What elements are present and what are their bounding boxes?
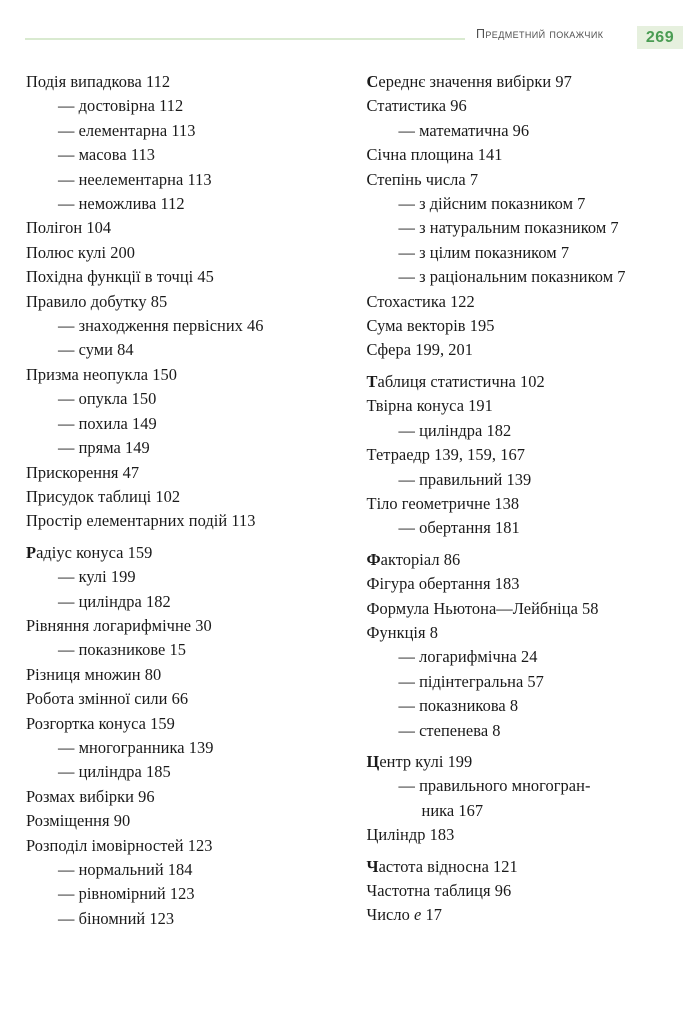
index-subentry [26,192,345,216]
index-entry-text: Розподіл імовірностей 123 [26,835,213,855]
index-entry [26,461,345,485]
index-entry-text: — правильний 139 [398,469,532,489]
index-entry-text: — многогранника 139 [58,737,214,757]
index-entry [367,443,695,467]
index-subentry [26,338,345,362]
index-subentry [26,590,345,614]
index-entry-text: — правильного многогран- [398,776,591,796]
index-entry-text: — нормальний 184 [58,860,193,879]
index-entry [367,143,695,167]
index-entry [26,614,345,638]
index-entry-text: Полюс кулі 200 [26,242,135,262]
index-entry [367,548,695,572]
index-column-left [26,70,345,931]
index-subentry [26,565,345,589]
index-subentry [26,736,345,760]
index-entry-text: — біномний 123 [58,908,175,928]
index-subentry [26,436,345,460]
index-entry-text: Сфера 199, 201 [366,340,473,360]
index-entry [26,809,345,833]
index-entry [26,216,345,240]
index-subentry [26,412,345,436]
index-entry [26,712,345,736]
index-entry-text: Циліндр 183 [366,825,455,845]
index-entry [26,509,345,533]
index-entry-text: — математична 96 [398,120,530,140]
index-entry-text: Сума векторів 195 [366,316,495,336]
index-entry-text: Твірна конуса 191 [366,396,493,416]
index-entry-text: Розмах вибірки 96 [26,786,155,806]
index-entry [367,879,695,903]
index-entry [26,363,345,387]
header-divider-rule [25,38,465,40]
index-entry [367,855,695,879]
index-entry [26,834,345,858]
index-entry-text: — неелементарна 113 [58,169,212,189]
index-subentry [26,760,345,784]
index-entry [367,70,695,94]
index-subentry [367,419,695,443]
index-entry-text: Подія випадкова 112 [26,72,171,91]
index-entry-text: — елементарна 113 [58,120,196,140]
index-entry-text: — достовірна 112 [58,96,184,116]
index-subentry [367,774,695,798]
index-entry [26,541,345,565]
section-initial-letter: Ч [366,856,379,876]
index-entry-text: — опукла 150 [58,389,157,409]
index-entry-text: — з цілим показником 7 [398,242,570,262]
index-subentry [367,694,695,718]
index-entry [26,70,345,94]
index-entry-text: ереднє значення вибірки 97 [378,72,572,91]
index-subentry [367,516,695,540]
index-entry-text: — з раціональним показником 7 [398,267,626,287]
index-entry-text: Розміщення 90 [26,811,131,831]
index-entry-text: Фігура обертання 183 [366,574,520,594]
index-entry-text: — показникове 15 [58,640,186,660]
index-subentry [367,468,695,492]
index-body [0,70,695,931]
index-entry-text: — знаходження первісних 46 [58,316,264,336]
index-subentry [367,670,695,694]
index-entry [367,492,695,516]
index-entry-text: Стохастика 122 [366,291,475,311]
index-subentry [26,168,345,192]
index-entry [367,168,695,192]
index-subentry [367,719,695,743]
index-entry [26,663,345,687]
index-entry-text: — пряма 149 [58,438,150,458]
index-subentry [367,645,695,669]
section-initial-letter: Ф [366,549,381,569]
index-entry [367,903,695,927]
index-subentry [26,882,345,906]
index-entry-text: Січна площина 141 [366,145,503,165]
index-entry-text: Полігон 104 [26,218,112,238]
index-entry [367,823,695,847]
page-number-badge: 269 [637,26,683,49]
index-entry-text: ентр кулі 199 [379,751,473,771]
index-subentry [26,638,345,662]
index-subentry [367,119,695,143]
index-entry-text: Формула Ньютона—Лейбніца 58 [366,598,599,618]
index-entry-text: — рівномірний 123 [58,884,195,904]
index-entry-text: Робота змінної сили 66 [26,689,189,709]
index-entry-text: Степінь числа 7 [366,169,479,189]
index-subentry [26,314,345,338]
index-entry-text: Похідна функції в точці 45 [26,267,214,287]
index-entry-text: Різниця множин 80 [26,664,162,684]
index-entry [367,394,695,418]
index-subentry [367,799,695,823]
index-entry-text: — циліндра 182 [398,420,512,440]
index-entry-text: — масова 113 [58,145,155,165]
index-entry-text: адіус конуса 159 [36,542,153,562]
index-entry [26,485,345,509]
index-entry [367,290,695,314]
index-subentry [26,387,345,411]
index-entry [26,785,345,809]
index-entry-text: Статистика 96 [366,96,467,116]
index-entry-text: — кулі 199 [58,567,136,587]
index-entry-text: Рівняння логарифмічне 30 [26,615,212,635]
index-subentry [26,858,345,882]
index-entry [26,265,345,289]
index-entry-text: Тіло геометричне 138 [366,493,520,513]
index-entry-text: Правило добутку 85 [26,291,168,311]
index-entry [367,750,695,774]
page-header [0,24,695,54]
index-entry-text: — циліндра 185 [58,762,171,782]
index-entry-text: — з дійсним показником 7 [398,194,586,214]
index-entry [367,621,695,645]
index-entry [26,687,345,711]
index-entry [367,370,695,394]
index-entry [367,94,695,118]
index-subentry [26,143,345,167]
index-subentry [26,907,345,931]
index-entry-text: — циліндра 182 [58,591,171,611]
index-entry-text: — суми 84 [58,340,134,360]
index-entry-text: Число [366,905,414,925]
index-entry [367,338,695,362]
section-initial-letter: С [366,72,379,91]
index-entry-text: — степенева 8 [398,720,501,740]
index-entry [367,572,695,596]
index-entry [367,597,695,621]
index-entry-text: Простір елементарних подій 113 [26,511,256,531]
section-initial-letter: Р [26,542,37,562]
index-entry-text: Присудок таблиці 102 [26,486,181,506]
index-subentry [367,216,695,240]
index-column-right [367,70,695,931]
index-entry-text: аблиця статистична 102 [377,371,545,391]
index-entry-text: — похила 149 [58,413,157,433]
index-subentry [367,192,695,216]
math-symbol: e [414,905,422,925]
index-entry-page-ref: 17 [421,905,442,925]
index-entry-text: Розгортка конуса 159 [26,713,175,733]
index-subentry [367,265,695,289]
index-entry-text: Призма неопукла 150 [26,364,177,384]
page-title: Предметний покажчик [476,27,604,41]
index-entry-text: Прискорення 47 [26,462,140,482]
index-entry-text: акторіал 86 [380,549,461,569]
index-entry-text: ника 167 [421,800,484,820]
section-initial-letter: Т [366,371,378,391]
index-entry [26,290,345,314]
index-entry-text: — обертання 181 [398,518,520,538]
index-entry-text: Частотна таблиця 96 [366,881,512,900]
index-entry-text: — з натуральним показником 7 [398,218,619,238]
index-entry-text: — неможлива 112 [58,194,185,214]
index-entry-text: — показникова 8 [398,696,519,716]
index-subentry [26,119,345,143]
index-entry-text: — логарифмічна 24 [398,647,538,667]
index-entry-text: астота відносна 121 [378,856,518,876]
section-initial-letter: Ц [366,751,380,771]
index-subentry [367,241,695,265]
index-entry-text: — підінтегральна 57 [398,671,544,691]
index-entry-text: Функція 8 [366,622,439,642]
index-subentry [26,94,345,118]
index-entry [26,241,345,265]
index-entry [367,314,695,338]
index-entry-text: Тетраедр 139, 159, 167 [366,445,525,465]
